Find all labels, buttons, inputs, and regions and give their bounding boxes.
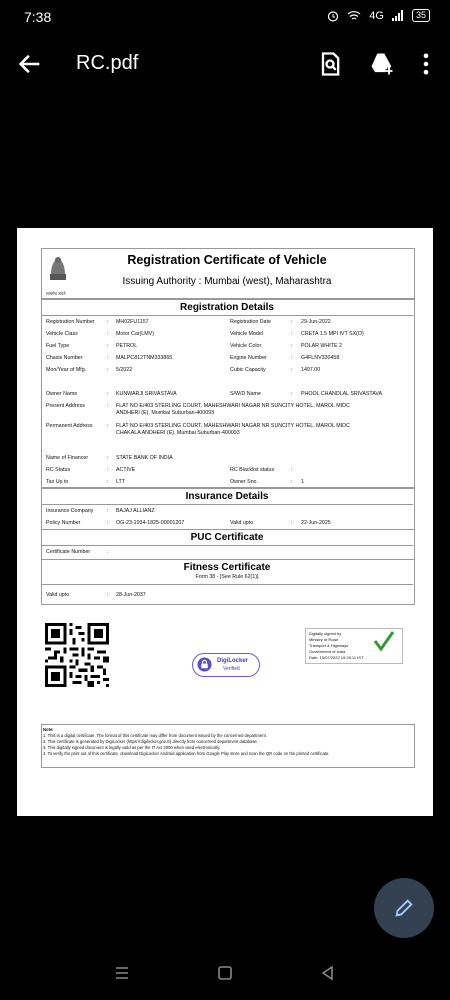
owner-sno-value: 1 — [301, 479, 304, 485]
colon: : — [291, 391, 293, 397]
national-emblem-icon — [46, 252, 70, 290]
row-value: MALPC812TNM333865 — [116, 355, 173, 361]
colon: : — [291, 355, 293, 361]
puc-heading: PUC Certificate — [190, 532, 264, 543]
insurance-company: BAJAJ ALLIANZ — [116, 508, 155, 514]
swd-label: S/W/D Name — [230, 391, 261, 397]
rc-status-label: RC Status — [46, 467, 71, 473]
rc-status-value: ACTIVE — [116, 467, 136, 473]
colon: : — [107, 467, 109, 473]
note-label: Note: — [43, 727, 54, 732]
colon: : — [107, 508, 109, 514]
row-label: Chasis Number — [46, 355, 83, 361]
permanent-address-label: Permanent Address — [46, 423, 93, 429]
blacklist-label: RC Blacklist status — [230, 467, 275, 473]
colon: : — [107, 549, 109, 555]
insurance-valid-upto: 22-Jun-2025 — [301, 520, 331, 526]
colon: : — [107, 520, 109, 526]
row-label: Fuel Type — [46, 343, 70, 349]
signature-line: Ministry of Road — [309, 637, 338, 642]
row-label: Engine Number — [230, 355, 267, 361]
colon: : — [291, 479, 293, 485]
digilocker-label: DigiLocker — [217, 658, 249, 664]
colon: : — [107, 391, 109, 397]
row-value: POLAR WHITE 2 — [301, 343, 342, 349]
present-address-line: ANDHERI (E), Mumbai Suburban-400093 — [116, 410, 215, 416]
row-label: Registration Number — [46, 319, 95, 325]
row-label: Cubic Capacity — [230, 367, 266, 373]
permanent-address-line: FLAT NO E/403 STERLING COURT, MAHESHWARI NAGAR NR SUNCITY HOTEL, MAROL MIDC — [116, 423, 350, 429]
issuing-authority: Issuing Authority : Mumbai (west), Maharashtra — [122, 276, 332, 287]
colon: : — [291, 343, 293, 349]
valid-upto-label: Valid upto — [230, 520, 254, 526]
pencil-icon — [393, 897, 415, 919]
search-document-icon[interactable] — [316, 50, 344, 78]
arrow-left-icon[interactable] — [16, 50, 44, 78]
certificate-number-label: Certificate Number — [46, 549, 91, 555]
colon: : — [107, 367, 109, 373]
colon: : — [291, 520, 293, 526]
divider — [41, 504, 413, 505]
colon: : — [291, 331, 293, 337]
row-value: 5/2022 — [116, 367, 133, 373]
row-value: MH02FU1157 — [116, 319, 149, 325]
digilocker-badge — [192, 653, 260, 677]
row-value: CRETA 1.5 MPI IVT SX(O) — [301, 331, 364, 337]
present-address-label: Present Address — [46, 403, 85, 409]
permanent-address-line: CHAKALA ANDHERI (E), Mumbai Suburban-400093 — [116, 430, 240, 436]
row-label: Vehicle Model — [230, 331, 263, 337]
add-to-drive-icon[interactable] — [368, 50, 396, 78]
certificate-title: Registration Certificate of Vehicle — [127, 253, 327, 267]
policy-label: Policy Number — [46, 520, 81, 526]
document-title: RC.pdf — [76, 52, 139, 74]
colon: : — [107, 592, 109, 598]
registration-heading: Registration Details — [180, 302, 274, 313]
colon: : — [291, 467, 293, 473]
divider — [41, 315, 413, 316]
app-bar — [0, 34, 450, 94]
signal-icon — [392, 10, 404, 21]
alarm-icon — [327, 10, 339, 22]
financer-value: STATE BANK OF INDIA — [116, 455, 173, 461]
tax-label: Tax Up to — [46, 479, 69, 485]
network-type: 4G — [369, 9, 384, 22]
signature-date: Date: 10/07/2022 19:29:11 IST — [309, 655, 364, 660]
note-line: 2. This certificate is generated by DigiLocker (https://digilocker.gov.in) directly from concerned department database. — [43, 739, 258, 744]
fitness-subheading: Form 38 - [See Rule 62(1)] — [195, 574, 259, 580]
digilocker-icon — [197, 657, 212, 672]
more-vert-icon[interactable] — [412, 50, 440, 78]
emblem-caption: सत्यमेव जयते — [46, 291, 66, 296]
status-icons — [327, 9, 430, 22]
fitness-valid-label: Valid upto — [46, 592, 70, 598]
verified-label: Verified — [223, 666, 240, 672]
divider — [41, 545, 413, 546]
pdf-page[interactable] — [17, 228, 433, 816]
digital-signature-box — [305, 628, 403, 664]
row-label: Vehicle Class — [46, 331, 78, 337]
colon: : — [107, 479, 109, 485]
signature-line: Government of India — [309, 649, 346, 654]
note-line: 1. This is a digital certificate. The format of this certificate may differ from document issued by the concerned department. — [43, 733, 267, 738]
colon: : — [107, 319, 109, 325]
swd-name: PHOOL CHANDLAL SRIVASTAVA — [301, 391, 383, 397]
row-value: PETROL — [116, 343, 138, 349]
qr-code — [45, 623, 109, 687]
status-bar — [0, 0, 450, 34]
colon: : — [107, 423, 109, 429]
colon: : — [107, 403, 109, 409]
row-value: 29-Jun-2022 — [301, 319, 331, 325]
note-line: 4. To verify the print out of this certificate, download DigiLocker Android application from Google Play store and scan the QR code on the printed certificate. — [43, 751, 330, 756]
row-value: G4FLNV330458 — [301, 355, 340, 361]
row-label: Registration Date — [230, 319, 271, 325]
signature-line: Digitally signed by — [309, 631, 342, 636]
insurance-heading: Insurance Details — [185, 491, 269, 502]
owner-name: KUNWARJI SRIVASTAVA — [116, 391, 177, 397]
colon: : — [107, 355, 109, 361]
present-address-line: FLAT NO E/403 STERLING COURT, MAHESHWARI NAGAR NR SUNCITY HOTEL, MAROL MIDC — [116, 403, 350, 409]
recents-icon[interactable] — [114, 965, 130, 981]
row-value: 1497.00 — [301, 367, 321, 373]
colon: : — [291, 319, 293, 325]
row-label: Vehicle Color — [230, 343, 262, 349]
colon: : — [107, 331, 109, 337]
fitness-heading: Fitness Certificate — [183, 562, 271, 573]
check-icon — [372, 629, 396, 653]
battery-icon: 35 — [412, 9, 430, 22]
divider — [41, 584, 413, 585]
home-icon[interactable] — [217, 965, 233, 981]
row-value: Motor Car(LMV) — [116, 331, 154, 337]
colon: : — [291, 367, 293, 373]
owner-sno-label: Owner Sno. — [230, 479, 258, 485]
fitness-valid-upto: 28-Jun-2037 — [116, 592, 146, 598]
tax-value: LTT — [116, 479, 126, 485]
wifi-icon — [347, 10, 361, 21]
colon: : — [107, 455, 109, 461]
signature-line: Transport & Highways — [309, 643, 349, 648]
insurance-company-label: Insurance Company — [46, 508, 94, 514]
owner-label: Owner Name — [46, 391, 78, 397]
edit-button[interactable] — [374, 878, 434, 938]
status-time: 7:38 — [24, 9, 52, 25]
back-nav-icon[interactable] — [320, 965, 336, 981]
financer-label: Name of Financer — [46, 455, 89, 461]
policy-number: OG-23-1934-1825-00001207 — [116, 520, 185, 526]
note-line: 3. This digitally signed document is legally valid as per the IT Act 2000 when used electronically. — [43, 745, 221, 750]
row-label: Mon/Year of Mfg. — [46, 367, 87, 373]
colon: : — [107, 343, 109, 349]
